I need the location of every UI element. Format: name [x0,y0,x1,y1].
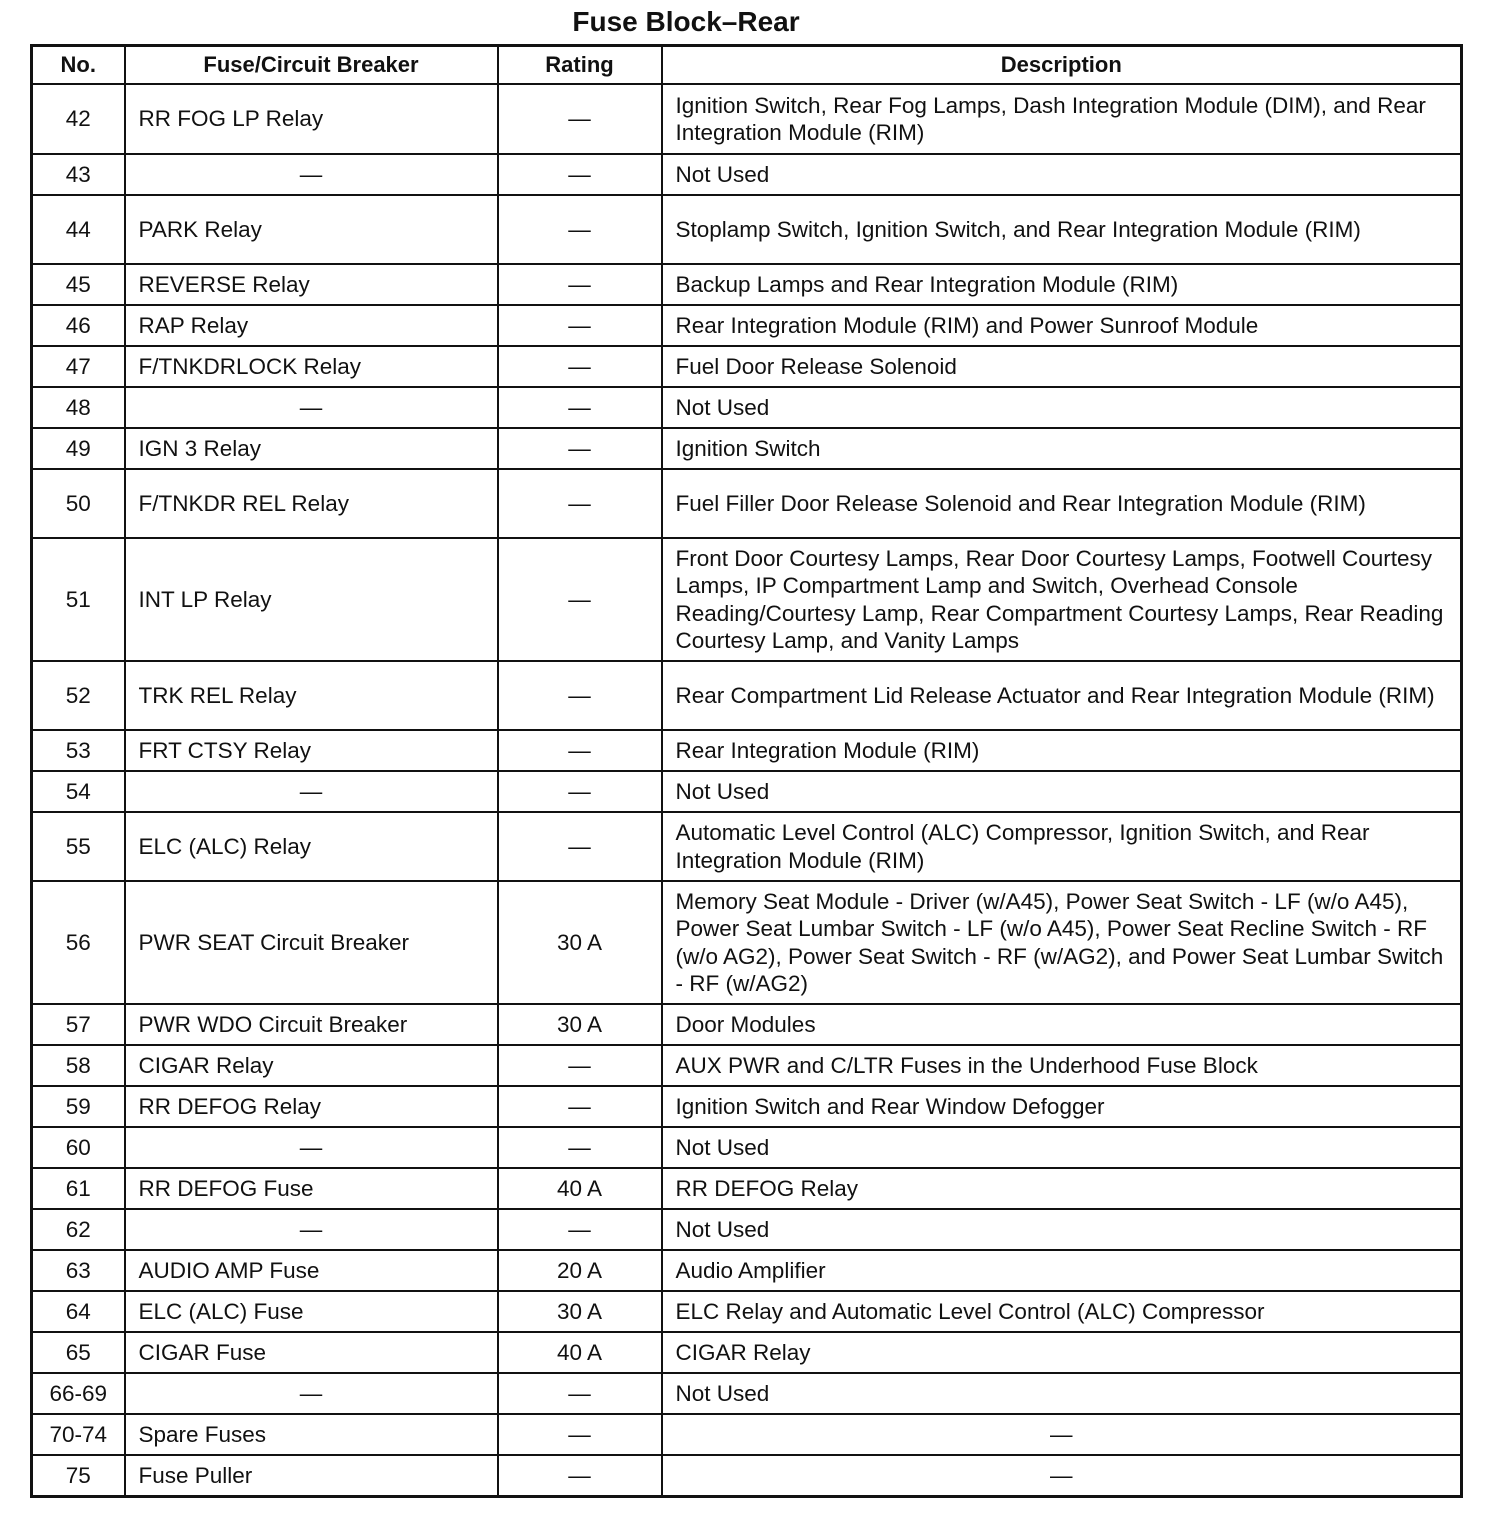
header-rating: Rating [498,46,662,85]
cell-fuse: ELC (ALC) Relay [125,812,498,881]
cell-rating: — [498,538,662,661]
cell-description: Automatic Level Control (ALC) Compressor, Ignition Switch, and Rear Integration Module (RIM) [662,812,1462,881]
cell-rating: 40 A [498,1332,662,1373]
cell-no: 50 [32,469,125,538]
cell-fuse: — [125,1127,498,1168]
cell-rating: — [498,1373,662,1414]
cell-description: Stoplamp Switch, Ignition Switch, and Rear Integration Module (RIM) [662,195,1462,264]
table-row [32,1250,1462,1291]
cell-fuse: RR DEFOG Fuse [125,1168,498,1209]
cell-description: Not Used [662,1209,1462,1250]
cell-no: 62 [32,1209,125,1250]
cell-description: CIGAR Relay [662,1332,1462,1373]
cell-description: Door Modules [662,1004,1462,1045]
table-row [32,469,1462,538]
cell-no: 45 [32,264,125,305]
cell-rating: 30 A [498,1004,662,1045]
cell-no: 63 [32,1250,125,1291]
cell-rating: — [498,730,662,771]
cell-no: 66-69 [32,1373,125,1414]
cell-fuse: F/TNKDRLOCK Relay [125,346,498,387]
cell-description: Front Door Courtesy Lamps, Rear Door Courtesy Lamps, Footwell Courtesy Lamps, IP Compartment Lamp and Switch, Overhead Console Reading/Courtesy Lamp, Rear Compartment Courtesy Lamps, Rear Reading Courtesy Lamp, and Vanity Lamps [662,538,1462,661]
cell-fuse: RR FOG LP Relay [125,84,498,154]
table-row [32,661,1462,730]
table-row [32,812,1462,881]
cell-no: 65 [32,1332,125,1373]
table-row [32,1127,1462,1168]
cell-rating: — [498,1086,662,1127]
table-row [32,154,1462,195]
cell-description: Rear Integration Module (RIM) [662,730,1462,771]
header-no: No. [32,46,125,85]
cell-rating: — [498,1414,662,1455]
cell-no: 52 [32,661,125,730]
cell-no: 51 [32,538,125,661]
cell-rating: — [498,661,662,730]
cell-fuse: PWR SEAT Circuit Breaker [125,881,498,1004]
cell-fuse: F/TNKDR REL Relay [125,469,498,538]
cell-fuse: RR DEFOG Relay [125,1086,498,1127]
cell-description: Audio Amplifier [662,1250,1462,1291]
cell-no: 48 [32,387,125,428]
header-description: Description [662,46,1462,85]
cell-description: Fuel Door Release Solenoid [662,346,1462,387]
cell-fuse: Spare Fuses [125,1414,498,1455]
cell-rating: — [498,264,662,305]
cell-fuse: REVERSE Relay [125,264,498,305]
cell-no: 70-74 [32,1414,125,1455]
cell-fuse: Fuse Puller [125,1455,498,1496]
cell-rating: — [498,305,662,346]
cell-fuse: CIGAR Fuse [125,1332,498,1373]
cell-description: Not Used [662,1127,1462,1168]
cell-fuse: PWR WDO Circuit Breaker [125,1004,498,1045]
cell-rating: 20 A [498,1250,662,1291]
table-row [32,264,1462,305]
cell-description: Backup Lamps and Rear Integration Module (RIM) [662,264,1462,305]
cell-description: RR DEFOG Relay [662,1168,1462,1209]
cell-no: 46 [32,305,125,346]
cell-fuse: AUDIO AMP Fuse [125,1250,498,1291]
cell-rating: — [498,1209,662,1250]
cell-description: — [662,1455,1462,1496]
header-fuse: Fuse/Circuit Breaker [125,46,498,85]
cell-rating: — [498,1045,662,1086]
cell-description: Ignition Switch [662,428,1462,469]
cell-no: 64 [32,1291,125,1332]
cell-fuse: CIGAR Relay [125,1045,498,1086]
cell-fuse: TRK REL Relay [125,661,498,730]
table-row [32,1414,1462,1455]
cell-description: ELC Relay and Automatic Level Control (ALC) Compressor [662,1291,1462,1332]
table-row [32,1332,1462,1373]
table-row [32,881,1462,1004]
table-row [32,1086,1462,1127]
cell-description: Not Used [662,771,1462,812]
cell-rating: — [498,346,662,387]
table-row [32,1373,1462,1414]
cell-fuse: — [125,771,498,812]
table-row [32,195,1462,264]
cell-no: 53 [32,730,125,771]
cell-rating: — [498,154,662,195]
cell-rating: — [498,387,662,428]
page-title: Fuse Block–Rear [572,6,800,37]
table-row [32,1168,1462,1209]
cell-description: Memory Seat Module - Driver (w/A45), Power Seat Switch - LF (w/o A45), Power Seat Lumbar Switch - LF (w/o A45), Power Seat Recline Switch - RF (w/o AG2), Power Seat Switch - RF (w/AG2), and Power Seat Lumbar Switch - RF (w/AG2) [662,881,1462,1004]
cell-rating: — [498,1455,662,1496]
cell-description: Ignition Switch, Rear Fog Lamps, Dash Integration Module (DIM), and Rear Integration Module (RIM) [662,84,1462,154]
cell-description: Fuel Filler Door Release Solenoid and Rear Integration Module (RIM) [662,469,1462,538]
cell-description: Not Used [662,154,1462,195]
table-row [32,1291,1462,1332]
cell-rating: — [498,469,662,538]
cell-no: 59 [32,1086,125,1127]
fuse-block-table [30,44,1463,1498]
cell-no: 58 [32,1045,125,1086]
table-row [32,1455,1462,1496]
cell-no: 60 [32,1127,125,1168]
cell-rating: 40 A [498,1168,662,1209]
cell-rating: — [498,771,662,812]
cell-no: 49 [32,428,125,469]
cell-description: Ignition Switch and Rear Window Defogger [662,1086,1462,1127]
cell-rating: 30 A [498,1291,662,1332]
cell-fuse: INT LP Relay [125,538,498,661]
table-row [32,538,1462,661]
cell-fuse: — [125,387,498,428]
cell-fuse: — [125,1373,498,1414]
cell-no: 57 [32,1004,125,1045]
cell-no: 44 [32,195,125,264]
table-row [32,428,1462,469]
table-row [32,84,1462,154]
cell-fuse: — [125,154,498,195]
table-row [32,730,1462,771]
cell-description: Rear Integration Module (RIM) and Power Sunroof Module [662,305,1462,346]
cell-fuse: IGN 3 Relay [125,428,498,469]
cell-fuse: FRT CTSY Relay [125,730,498,771]
cell-rating: — [498,1127,662,1168]
cell-no: 54 [32,771,125,812]
cell-no: 75 [32,1455,125,1496]
cell-description: Not Used [662,387,1462,428]
table-row [32,387,1462,428]
table-row [32,346,1462,387]
cell-description: AUX PWR and C/LTR Fuses in the Underhood Fuse Block [662,1045,1462,1086]
cell-no: 47 [32,346,125,387]
cell-fuse: RAP Relay [125,305,498,346]
cell-description: Not Used [662,1373,1462,1414]
cell-rating: — [498,428,662,469]
cell-rating: — [498,84,662,154]
cell-rating: — [498,195,662,264]
table-row [32,305,1462,346]
cell-rating: 30 A [498,881,662,1004]
table-row [32,1004,1462,1045]
cell-fuse: PARK Relay [125,195,498,264]
header-row [32,46,1462,85]
cell-description: Rear Compartment Lid Release Actuator and Rear Integration Module (RIM) [662,661,1462,730]
cell-fuse: — [125,1209,498,1250]
cell-no: 56 [32,881,125,1004]
cell-no: 43 [32,154,125,195]
cell-description: — [662,1414,1462,1455]
cell-rating: — [498,812,662,881]
table-row [32,771,1462,812]
table-row [32,1045,1462,1086]
cell-fuse: ELC (ALC) Fuse [125,1291,498,1332]
cell-no: 55 [32,812,125,881]
cell-no: 42 [32,84,125,154]
table-row [32,1209,1462,1250]
cell-no: 61 [32,1168,125,1209]
